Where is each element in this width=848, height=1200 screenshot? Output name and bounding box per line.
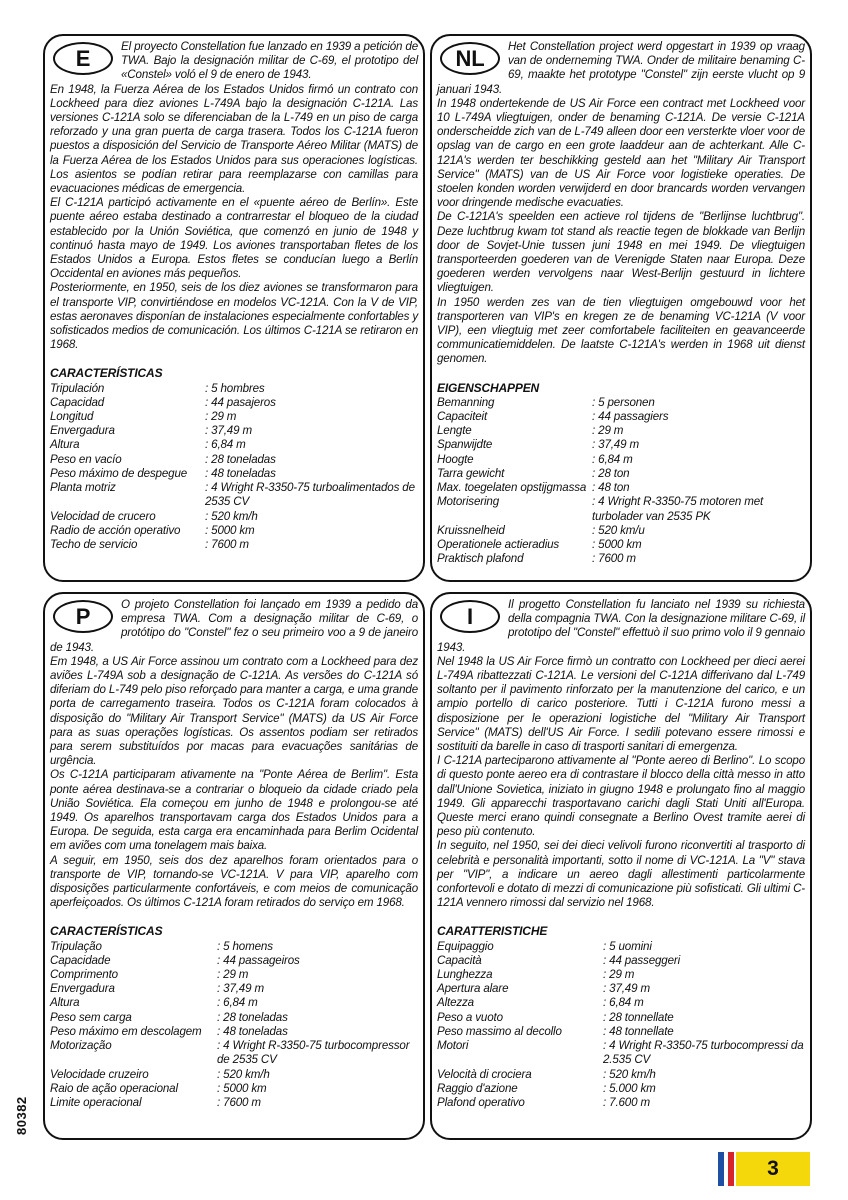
spec-label: Raggio d'azione xyxy=(437,1081,518,1095)
spec-row xyxy=(437,940,805,954)
spec-value: : 520 km/h xyxy=(217,1067,270,1081)
spec-value: : 7600 m xyxy=(217,1095,261,1109)
airlift-paragraph: Os C-121A participaram ativamente na "Ponte Aérea de Berlim". Esta ponte aérea destinava-se a contrariar o bloqueio da cidade criado pela União Soviética. Ela começou em junho de 1948 e prolongou-se até 1949. Os aparelhos transportavam carga dos Estados Unidos para a Europa. De seguida, esta carga era encaminhada para Berlim Ocidental em aviões com uma tonelagem mais baixa. xyxy=(50,768,418,853)
specs-heading: CARACTERÍSTICAS xyxy=(50,924,163,939)
spec-label: Capacidad xyxy=(50,395,105,409)
spec-value: : 48 ton xyxy=(592,481,630,495)
spec-value: : 4 Wright R-3350-75 motoren met turbolader van 2535 PK xyxy=(592,495,764,523)
contract-paragraph: En 1948, la Fuerza Aérea de los Estados Unidos firmó un contrato con Lockheed para diez aviones L-749A bajo la designación C-121A. Las versiones C-121A solo se diferenciaban de la L-749 en un piso de carga reforzado y una gran puerta de carga trasera. Todos los C-121A fueron puestos a disposición del Servicio de Transporte Aéreo Militar (MATS) de la Fuerza Aérea de los Estados Unidos para sus operaciones logísticas. Los asientos se podían retirar para reemplazarse con camillas para evacuaciones médicas de emergencia. xyxy=(50,82,418,196)
language-badge-it: I xyxy=(440,600,500,633)
spec-label: Velocidade cruzeiro xyxy=(50,1067,149,1081)
page-number: 3 xyxy=(767,1157,779,1180)
spec-value: : 44 pasajeros xyxy=(205,395,276,409)
spec-row xyxy=(50,481,418,509)
spec-value: : 7600 m xyxy=(592,552,636,566)
vip-paragraph: Posteriormente, en 1950, seis de los diez aviones se transformaron para el transporte VIP, convirtiéndose en modelos VC-121A. Con la V de VIP, estas aeronaves disponían de instalaciones especialmente confortables y sofisticados medios de comunicación. Los últimos C-121A se retiraron en 1968. xyxy=(50,281,418,352)
spec-label: Peso massimo al decollo xyxy=(437,1024,562,1038)
spec-value: : 48 toneladas xyxy=(205,466,276,480)
panel-portuguese xyxy=(43,592,425,1140)
spec-label: Hoogte xyxy=(437,452,474,466)
spec-label: Capaciteit xyxy=(437,410,488,424)
spec-value: : 520 km/u xyxy=(592,523,645,537)
contract-paragraph: Nel 1948 la US Air Force firmò un contratto con Lockheed per dieci aerei L-749A ribattezzati C-121A. Le versioni del C-121A differivano dal L-749 soltanto per il pavimento rinforzato per la manutenzione del carico, e un ampio portello di carico posteriore. Tutti i C-121A furono messi a disposizione per le operazioni logistiche del "Military Air Transport Service" (MATS) dell'US Air Force. I sedili potevano essere rimossi e sostituiti da barelle in caso di trasporti sanitari di emergenza. xyxy=(437,654,805,754)
spec-value: : 6,84 m xyxy=(603,996,644,1010)
spec-row xyxy=(437,453,805,467)
spec-row xyxy=(50,410,418,424)
spec-row xyxy=(50,954,418,968)
spec-row xyxy=(50,1068,418,1082)
spec-label: Limite operacional xyxy=(50,1095,142,1109)
spec-label: Velocidad de crucero xyxy=(50,509,156,523)
spec-label: Velocità di crociera xyxy=(437,1067,532,1081)
specs-heading: CARACTERÍSTICAS xyxy=(50,366,163,381)
spec-row xyxy=(437,495,805,523)
spec-row xyxy=(437,1025,805,1039)
flag-stripe-red xyxy=(728,1152,734,1186)
spec-label: Altura xyxy=(50,438,80,452)
spec-label: Raio de ação operacional xyxy=(50,1081,178,1095)
airlift-paragraph: El C-121A participó activamente en el «puente aéreo de Berlín». Este puente aéreo estaba destinado a contrarrestar el bloqueo de la ciudad establecido por la Unión Soviética, que comenzó en junio de 1948 y continuó hasta mayo de 1949. Los aviones transportaban fletes de los Estados Unidos a Europa. Estos fletes se conducían luego a Berlín Occidental en aviones más pequeños. xyxy=(50,196,418,281)
specs-list xyxy=(50,382,418,552)
spec-row xyxy=(437,1082,805,1096)
spec-row xyxy=(50,1082,418,1096)
specs-list xyxy=(437,396,805,566)
spec-row xyxy=(50,968,418,982)
spec-value: : 6,84 m xyxy=(205,438,246,452)
spec-row xyxy=(437,467,805,481)
spec-value: : 28 ton xyxy=(592,466,630,480)
vip-paragraph: A seguir, em 1950, seis dos dez aparelhos foram orientados para o transporte de VIP, tornando-se VC-121A. V para VIP, aparelho com disposições particularmente confortáveis, e com meios de comunicação aperfeiçoados. Os últimos C-121A foram retirados do serviço em 1968. xyxy=(50,853,418,910)
spec-row xyxy=(50,382,418,396)
spec-label: Envergadura xyxy=(50,424,115,438)
spec-value: : 6,84 m xyxy=(592,452,633,466)
spec-row xyxy=(437,552,805,566)
spec-value: : 29 m xyxy=(217,968,249,982)
intro-paragraph: Het Constellation project werd opgestart in 1939 op vraag van de onderneming TWA. Onder de militaire benaming C-69, maakte het prototype "Constel" zijn eerste vlucht op 9 januari 1943. xyxy=(437,40,805,96)
spec-row xyxy=(50,510,418,524)
spec-row xyxy=(50,1025,418,1039)
spec-value: : 4 Wright R-3350-75 turboalimentados de 2535 CV xyxy=(205,481,415,509)
language-badge-pt: P xyxy=(53,600,113,633)
spec-row xyxy=(437,1011,805,1025)
panel-spanish xyxy=(43,34,425,582)
spec-row xyxy=(437,396,805,410)
spec-value: : 44 passagiers xyxy=(592,410,669,424)
spec-label: Lengte xyxy=(437,424,472,438)
spec-row xyxy=(437,982,805,996)
airlift-paragraph: De C-121A's speelden een actieve rol tijdens de "Berlijnse luchtbrug". Deze luchtbrug kwam tot stand als reactie tegen de blokkade van Berlijn door de Sovjet-Unie tussen juni 1948 en mei 1949. De vliegtuigen transporteerden goederen van de Verenigde Staten naar Europa. Deze goederen werden vervolgens naar West-Berlijn gestuurd in lichtere vliegtuigen. xyxy=(437,210,805,295)
spec-value: : 37,49 m xyxy=(592,438,639,452)
spec-label: Kruissnelheid xyxy=(437,523,505,537)
spec-label: Apertura alare xyxy=(437,982,509,996)
spec-row xyxy=(437,968,805,982)
spec-row xyxy=(50,424,418,438)
spec-value: : 5 personen xyxy=(592,395,655,409)
specs-heading: EIGENSCHAPPEN xyxy=(437,380,540,395)
spec-value: : 5 homens xyxy=(217,939,273,953)
spec-label: Lunghezza xyxy=(437,968,493,982)
intro-paragraph: Il progetto Constellation fu lanciato nel 1939 su richiesta della compagnia TWA. Con la designazione militare C-69, il prototipo del "Constel" effettuò il suo primo volo il 9 gennaio 1943. xyxy=(437,598,805,654)
specs-list xyxy=(50,940,418,1110)
spec-value: : 5 uomini xyxy=(603,939,652,953)
spec-row xyxy=(437,954,805,968)
spec-value: : 28 toneladas xyxy=(205,452,276,466)
spec-row xyxy=(437,1096,805,1110)
spec-value: : 520 km/h xyxy=(205,509,258,523)
specs-list xyxy=(437,940,805,1110)
language-badge-nl: NL xyxy=(440,42,500,75)
spec-label: Longitud xyxy=(50,410,94,424)
spec-row xyxy=(50,1039,418,1067)
spec-row xyxy=(437,1039,805,1067)
spec-row xyxy=(50,1096,418,1110)
spec-row xyxy=(50,996,418,1010)
spec-value: : 520 km/h xyxy=(603,1067,656,1081)
spec-value: : 37,49 m xyxy=(217,982,264,996)
spec-label: Peso máximo em descolagem xyxy=(50,1024,202,1038)
spec-label: Envergadura xyxy=(50,982,115,996)
specs-heading: CARATTERISTICHE xyxy=(437,924,548,939)
spec-label: Altura xyxy=(50,996,80,1010)
spec-value: : 44 passeggeri xyxy=(603,953,681,967)
spec-value: : 4 Wright R-3350-75 turbocompressor de 2535 CV xyxy=(217,1039,410,1067)
spec-label: Motorisering xyxy=(437,495,499,509)
spec-row xyxy=(437,538,805,552)
spec-label: Motorização xyxy=(50,1039,112,1053)
spec-value: : 37,49 m xyxy=(603,982,650,996)
spec-label: Peso en vacío xyxy=(50,452,122,466)
intro-paragraph: O projeto Constellation foi lançado em 1939 a pedido da empresa TWA. Com a designação militar de C-69, o protótipo do "Constel" fez o seu primeiro voo a 9 de janeiro de 1943. xyxy=(50,598,418,654)
spec-row xyxy=(437,481,805,495)
spec-label: Comprimento xyxy=(50,968,118,982)
spec-label: Capacità xyxy=(437,953,482,967)
spec-label: Equipaggio xyxy=(437,939,494,953)
spec-value: : 4 Wright R-3350-75 turbocompressi da 2.535 CV xyxy=(603,1039,804,1067)
spec-value: : 48 tonnellate xyxy=(603,1024,674,1038)
spec-value: : 5000 km xyxy=(205,523,255,537)
spec-row xyxy=(437,996,805,1010)
spec-value: : 29 m xyxy=(592,424,624,438)
spec-value: : 5 hombres xyxy=(205,381,265,395)
spec-label: Altezza xyxy=(437,996,474,1010)
spec-label: Spanwijdte xyxy=(437,438,493,452)
spec-value: : 5000 km xyxy=(217,1081,267,1095)
spec-value: : 6,84 m xyxy=(217,996,258,1010)
spec-value: : 28 tonnellate xyxy=(603,1010,674,1024)
spec-label: Radio de acción operativo xyxy=(50,523,181,537)
spec-row xyxy=(50,538,418,552)
spec-value: : 29 m xyxy=(205,410,237,424)
spec-row xyxy=(50,453,418,467)
spec-row xyxy=(50,467,418,481)
panel-italian xyxy=(430,592,812,1140)
spec-row xyxy=(437,410,805,424)
spec-value: : 5000 km xyxy=(592,537,642,551)
spec-label: Plafond operativo xyxy=(437,1095,525,1109)
spec-value: : 48 toneladas xyxy=(217,1024,288,1038)
vip-paragraph: In 1950 werden zes van de tien vliegtuigen omgebouwd voor het transporteren van VIP's en kregen ze de benaming VC-121A (V voor VIP), een vliegtuig met zeer comfortabele faciliteiten en geavanceerde communicatiemiddelen. De laatste C-121A's werden in 1968 uit dienst genomen. xyxy=(437,295,805,366)
spec-label: Praktisch plafond xyxy=(437,552,524,566)
spec-label: Tripulação xyxy=(50,939,102,953)
spec-label: Bemanning xyxy=(437,395,495,409)
spec-label: Tripulación xyxy=(50,381,105,395)
spec-value: : 37,49 m xyxy=(205,424,252,438)
spec-label: Max. toegelaten opstijgmassa xyxy=(437,481,587,495)
panel-dutch xyxy=(430,34,812,582)
spec-row xyxy=(50,940,418,954)
contract-paragraph: In 1948 ondertekende de US Air Force een contract met Lockheed voor 10 L-749A vliegtuigen, onder de benaming C-121A. De versie C-121A onderscheidde zich van de L-749 alleen door een versterkte vloer voor de opslag van de cargo en een grote laaddeur aan de achterkant. Alle C-121A's werden ter beschikking gesteld aan het "Military Air Transport Service" (MATS) van de US Air Force voor logistieke operaties. De stoelen konden worden verwijderd en door brancards worden vervangen voor dringende medische evacuaties. xyxy=(437,96,805,210)
spec-label: Motori xyxy=(437,1039,469,1053)
language-badge-es: E xyxy=(53,42,113,75)
spec-value: : 28 toneladas xyxy=(217,1010,288,1024)
page-number-box xyxy=(736,1152,810,1186)
contract-paragraph: Em 1948, a US Air Force assinou um contrato com a Lockheed para dez aviões L-749A sob a designação de C-121A. As versões do C-121A só diferiam do L-749 pelo piso reforçado para manter a carga, e uma grande porta de carregamento traseira. Todos os C-121A foram colocados à disposição do "Military Air Transport Service" (MATS) da US Air Force para as suas operações logísticas. Os assentos podiam ser retirados para serem substituídos por macas para evacuações sanitárias de urgência. xyxy=(50,654,418,768)
spec-value: : 7600 m xyxy=(205,537,249,551)
spec-label: Planta motriz xyxy=(50,481,116,495)
spec-label: Tarra gewicht xyxy=(437,466,505,480)
vip-paragraph: In seguito, nel 1950, sei dei dieci velivoli furono riconvertiti al trasporto di celebrità e personalità importanti, sotto il nome di VC-121A. La "V" stava per "VIP", a indicare un aereo dagli allestimenti particolarmente confortevoli e dotato di mezzi di comunicazione più sofisticati. Gli ultimi C-121A vennero rimossi dal servizio nel 1968. xyxy=(437,839,805,910)
spec-label: Techo de servicio xyxy=(50,537,138,551)
spec-value: : 5.000 km xyxy=(603,1081,656,1095)
spec-row xyxy=(437,1068,805,1082)
intro-paragraph: El proyecto Constellation fue lanzado en 1939 a petición de TWA. Bajo la designación militar de C-69, el prototipo del «Constel» voló el 9 de enero de 1943. xyxy=(121,40,418,82)
spec-row xyxy=(437,438,805,452)
spec-label: Capacidade xyxy=(50,953,111,967)
spec-row xyxy=(437,524,805,538)
product-code: 80382 xyxy=(14,1096,29,1135)
spec-row xyxy=(50,524,418,538)
spec-value: : 7.600 m xyxy=(603,1095,650,1109)
spec-value: : 44 passageiros xyxy=(217,953,300,967)
airlift-paragraph: I C-121A parteciparono attivamente al "Ponte aereo di Berlino". Lo scopo di questo ponte aereo era di contrastare il blocco della città messo in atto dall'Unione Sovietica, iniziato in giugno 1948 e prolungato fino al maggio 1949. Gli apparecchi trasportavano carichi dagli Stati Uniti all'Europa. Queste merci erano quindi consegnate a Berlino Ovest tramite aerei di peso più contenuto. xyxy=(437,754,805,839)
spec-row xyxy=(50,982,418,996)
spec-row xyxy=(50,396,418,410)
spec-label: Peso sem carga xyxy=(50,1010,132,1024)
spec-label: Operationele actieradius xyxy=(437,537,560,551)
spec-label: Peso máximo de despegue xyxy=(50,466,188,480)
spec-row xyxy=(50,438,418,452)
spec-label: Peso a vuoto xyxy=(437,1010,503,1024)
spec-row xyxy=(437,424,805,438)
spec-row xyxy=(50,1011,418,1025)
spec-value: : 29 m xyxy=(603,968,635,982)
